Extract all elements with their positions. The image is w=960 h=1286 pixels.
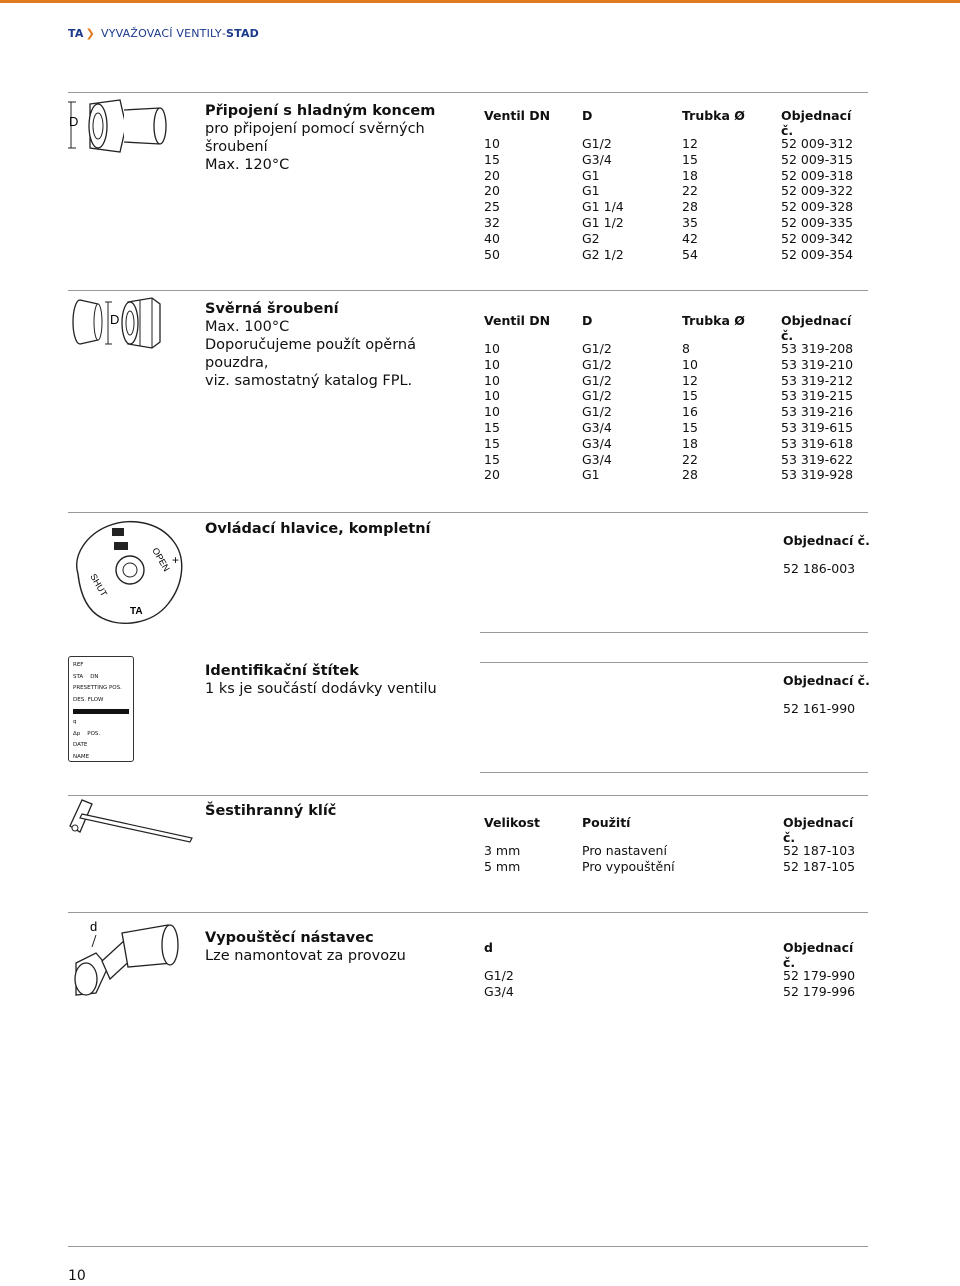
card-flow: DES. FLOW [73, 696, 104, 703]
table-cell: 28 [682, 199, 698, 215]
order-header: Objednací č. [783, 673, 870, 688]
card-bar [73, 709, 129, 714]
table-row [484, 215, 864, 231]
table-header [484, 313, 864, 343]
table-cell: G1 [582, 183, 600, 199]
section-title: Šestihranný klíč [205, 803, 337, 819]
order-header: Objednací č. [783, 533, 870, 548]
table-cell: G1/2 [582, 136, 612, 151]
table-cell: 12 [682, 372, 698, 388]
card-presetting: PRESETTING POS. [73, 685, 122, 691]
table-row [484, 168, 864, 184]
table-cell: G3/4 [582, 451, 612, 467]
table-cell: 50 [484, 246, 500, 262]
table-cell: 42 [682, 230, 698, 246]
table-row [484, 843, 864, 859]
table-row [484, 152, 864, 168]
table-cell: 10 [484, 404, 500, 420]
table-cell: 5 mm [484, 858, 521, 874]
page-header [68, 27, 259, 40]
table-row [484, 373, 864, 389]
table-cell: 52 009-315 [781, 151, 854, 167]
table-cell: 53 319-615 [781, 419, 854, 435]
table-cell: 10 [484, 372, 500, 388]
order-number-block [783, 673, 870, 716]
table-cell: 35 [682, 214, 698, 230]
description-line: Max. 120°C [205, 157, 290, 173]
card-q: q [73, 719, 77, 725]
table-cell: 15 [484, 151, 500, 167]
section-description [205, 520, 465, 538]
chevron-right-icon: ❯ [85, 27, 95, 40]
table-header [484, 815, 864, 845]
table-cell: 52 179-996 [783, 983, 856, 999]
table-cell: 22 [682, 451, 698, 467]
table-row [484, 199, 864, 215]
col-header: Ventil DN [484, 108, 551, 123]
table-header [484, 108, 864, 138]
card-date: DATE [73, 742, 88, 748]
section-divider [68, 92, 868, 93]
table-cell: G3/4 [582, 419, 612, 435]
table-cell: G1 1/4 [582, 199, 624, 215]
header-title: VYVAŽOVACÍ VENTILY [101, 27, 222, 40]
description-line: Max. 100°C [205, 319, 290, 335]
table-cell: 3 mm [484, 843, 521, 858]
table-cell: 20 [484, 183, 500, 199]
section-title: Svěrná šroubení [205, 301, 339, 317]
table-cell: G3/4 [484, 983, 514, 999]
table-cell: 15 [484, 419, 500, 435]
section-divider [68, 290, 868, 291]
handwheel-icon [68, 514, 188, 632]
description-line: Doporučujeme použít opěrná pouzdra, [205, 337, 417, 371]
table-cell: 18 [682, 435, 698, 451]
table-cell: G1/2 [582, 341, 612, 356]
table-cell: 25 [484, 199, 500, 215]
description-line: Lze namontovat za provozu [205, 948, 406, 964]
drain-attachment-table [484, 940, 864, 1000]
table-cell: 15 [484, 435, 500, 451]
table-cell: G1/2 [582, 404, 612, 420]
table-row [484, 247, 864, 263]
section-description [205, 300, 465, 390]
svg-text:+: + [172, 553, 180, 567]
table-cell: G1 1/2 [582, 214, 624, 230]
ta-label: TA [130, 606, 143, 617]
col-header: Objednací č. [781, 313, 852, 343]
order-number: 52 161-990 [783, 701, 856, 716]
table-cell: 53 319-622 [781, 451, 854, 467]
header-subtitle: STAD [226, 27, 260, 40]
table-row [484, 436, 864, 452]
col-header: Ventil DN [484, 313, 551, 328]
open-label: OPEN [150, 546, 172, 574]
table-cell: 52 009-322 [781, 183, 854, 199]
table-cell: 16 [682, 404, 698, 420]
table-cell: 53 319-215 [781, 388, 854, 404]
table-cell: G1/2 [582, 356, 612, 372]
table-cell: 53 319-216 [781, 404, 854, 420]
drain-attachment-icon [66, 915, 186, 1000]
section-divider [68, 512, 868, 513]
svg-text:D: D [110, 312, 120, 327]
shut-label: SHUT [88, 572, 110, 599]
brand-logo: TA [68, 27, 84, 40]
table-cell: 54 [682, 246, 698, 262]
table-cell: 15 [682, 151, 698, 167]
col-header: D [582, 108, 593, 123]
section-divider [480, 662, 868, 663]
table-row [484, 183, 864, 199]
table-cell: 15 [682, 388, 698, 404]
card-name-row: NAME [73, 753, 90, 760]
table-row [484, 452, 864, 468]
table-cell: 15 [484, 451, 500, 467]
table-cell: G1/2 [582, 388, 612, 404]
table-row [484, 420, 864, 436]
table-row [484, 859, 864, 875]
table-cell: G1/2 [582, 372, 612, 388]
table-cell: 15 [682, 419, 698, 435]
section-description [205, 102, 465, 174]
plain-end-table [484, 108, 864, 262]
col-header: Trubka Ø [682, 108, 745, 123]
table-cell: 53 319-210 [781, 356, 854, 372]
card-ref: REF [73, 662, 84, 668]
section-divider [68, 912, 868, 913]
table-cell: Pro nastavení [582, 843, 667, 858]
page-number: 10 [68, 1268, 86, 1284]
table-cell: 10 [682, 356, 698, 372]
card-sta-dn: STA DN [73, 673, 99, 680]
table-cell: 53 319-618 [781, 435, 854, 451]
table-cell: G1 [582, 167, 600, 183]
table-row [484, 388, 864, 404]
col-header: Použití [582, 815, 631, 830]
hex-key-table [484, 815, 864, 875]
table-cell: 52 179-990 [783, 968, 856, 983]
table-header [484, 940, 864, 970]
dimension-label: D [69, 114, 79, 129]
table-cell: G1 [582, 467, 600, 483]
id-tag-icon [68, 656, 134, 762]
col-header: D [582, 313, 593, 328]
table-cell: 52 187-103 [783, 843, 856, 858]
section-description [205, 929, 465, 965]
table-cell: G1/2 [484, 968, 514, 983]
order-number-block [783, 533, 870, 576]
card-dp-pos: Δp POS. [73, 730, 101, 737]
table-cell: 10 [484, 356, 500, 372]
plain-end-connector-icon [68, 96, 178, 156]
table-cell: 10 [484, 341, 500, 356]
table-row [484, 231, 864, 247]
col-header: Trubka Ø [682, 313, 745, 328]
section-title: Připojení s hladným koncem [205, 103, 436, 119]
table-cell: 52 009-354 [781, 246, 854, 262]
col-header: Objednací č. [783, 815, 854, 845]
table-row [484, 341, 864, 357]
table-cell: 32 [484, 214, 500, 230]
table-row [484, 984, 864, 1000]
col-header: Objednací č. [781, 108, 852, 138]
table-cell: G3/4 [582, 151, 612, 167]
header-separator: - [221, 27, 226, 40]
description-line: viz. samostatný katalog FPL. [205, 373, 413, 389]
table-cell: 20 [484, 467, 500, 483]
table-cell: 10 [484, 388, 500, 404]
table-cell: 52 009-328 [781, 199, 854, 215]
table-cell: 52 009-312 [781, 136, 854, 151]
table-cell: Pro vypouštění [582, 858, 675, 874]
col-header: Velikost [484, 815, 541, 830]
top-accent-line [0, 0, 960, 3]
table-cell: 53 319-928 [781, 467, 854, 483]
table-cell: G2 [582, 230, 600, 246]
table-cell: G2 1/2 [582, 246, 624, 262]
compression-fitting-icon [68, 292, 188, 352]
table-row [484, 357, 864, 373]
table-cell: 52 009-335 [781, 214, 854, 230]
table-cell: G3/4 [582, 435, 612, 451]
table-cell: 8 [682, 341, 690, 356]
table-row [484, 136, 864, 152]
table-cell: 53 319-212 [781, 372, 854, 388]
footer-divider [68, 1246, 868, 1247]
description-line: pro připojení pomocí svěrných šroubení [205, 121, 425, 155]
section-title: Vypouštěcí nástavec [205, 930, 374, 946]
table-row [484, 404, 864, 420]
col-header: Objednací č. [783, 940, 854, 970]
table-cell: 28 [682, 467, 698, 483]
table-cell: 40 [484, 230, 500, 246]
table-cell: 53 319-208 [781, 341, 854, 356]
table-row [484, 968, 864, 984]
description-line: 1 ks je součástí dodávky ventilu [205, 681, 437, 697]
table-cell: 52 187-105 [783, 858, 856, 874]
table-cell: 52 009-318 [781, 167, 854, 183]
section-title: Ovládací hlavice, kompletní [205, 521, 431, 537]
section-description [205, 802, 465, 820]
table-row [484, 467, 864, 483]
section-divider [480, 632, 868, 633]
order-number: 52 186-003 [783, 561, 856, 576]
table-cell: 52 009-342 [781, 230, 854, 246]
table-cell: 18 [682, 167, 698, 183]
section-title: Identifikační štítek [205, 663, 359, 679]
table-cell: 10 [484, 136, 500, 151]
table-cell: 20 [484, 167, 500, 183]
table-cell: 12 [682, 136, 698, 151]
col-header: d [484, 940, 493, 955]
d-label: d [90, 919, 98, 934]
hex-key-icon [66, 796, 196, 846]
compression-fitting-table [484, 313, 864, 483]
section-description [205, 662, 465, 698]
table-cell: 22 [682, 183, 698, 199]
section-divider [480, 772, 868, 773]
